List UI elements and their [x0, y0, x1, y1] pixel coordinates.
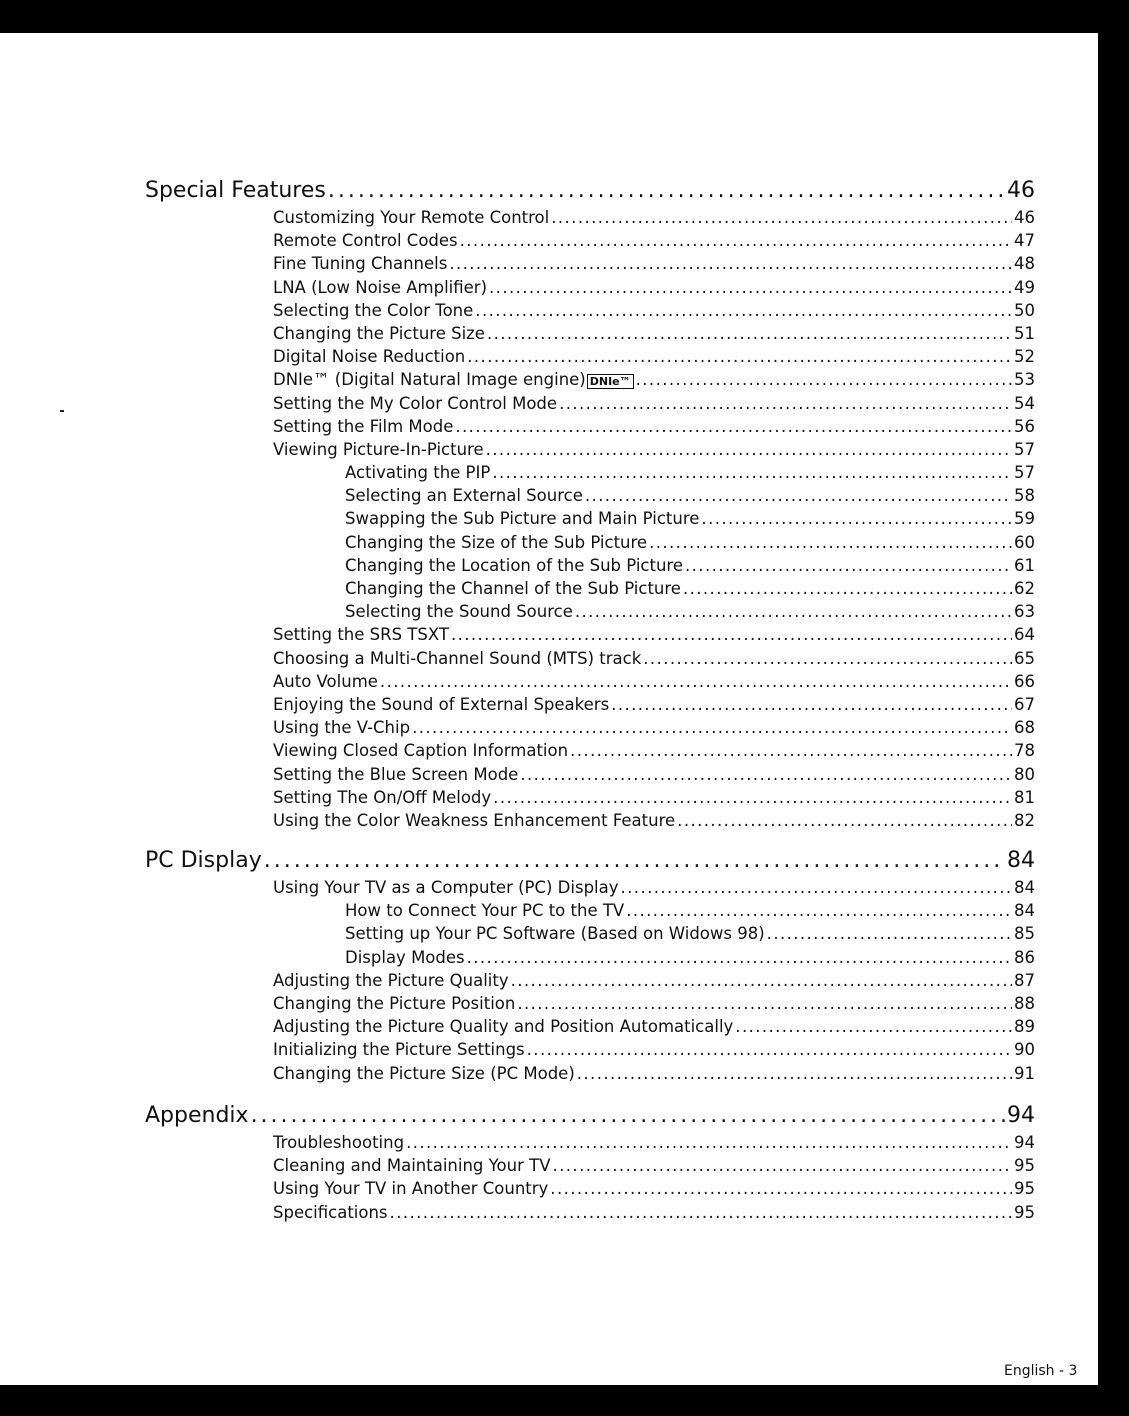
dot-leader	[685, 554, 1012, 577]
entry-page-number: 56	[1014, 416, 1035, 436]
dot-leader	[251, 1101, 1005, 1131]
entry-title: Changing the Size of the Sub Picture	[345, 532, 648, 552]
dot-leader	[577, 1062, 1012, 1085]
entry-page-number: 47	[1014, 231, 1035, 251]
toc-entry[interactable]	[145, 1131, 1035, 1154]
toc-entry[interactable]	[145, 299, 1035, 322]
entry-title: Selecting an External Source	[345, 486, 583, 506]
entry-page-number: 82	[1014, 810, 1035, 830]
entry-page-number: 64	[1014, 625, 1035, 645]
entry-page-number: 62	[1014, 579, 1035, 598]
toc-entry[interactable]	[145, 1062, 1035, 1085]
dot-leader	[643, 647, 1012, 670]
toc-entry[interactable]	[145, 647, 1035, 670]
bottom-border-bar	[0, 1385, 1129, 1416]
dot-leader	[621, 876, 1012, 899]
dot-leader	[455, 415, 1012, 438]
entry-page-number: 85	[1014, 924, 1035, 944]
dot-leader	[264, 846, 1005, 876]
entry-title: Enjoying the Sound of External Speakers	[273, 694, 610, 714]
entry-page-number: 61	[1014, 555, 1035, 575]
entry-page-number: 54	[1014, 393, 1035, 413]
entry-title: Changing the Picture Size	[273, 323, 485, 343]
entry-title: Remote Control Codes	[273, 231, 458, 251]
entry-page-number: 90	[1014, 1040, 1035, 1060]
toc-entry[interactable]	[145, 600, 1035, 623]
entry-page-number: 63	[1014, 602, 1035, 622]
dot-leader	[412, 716, 1012, 739]
entry-page-number: 89	[1014, 1017, 1035, 1037]
toc-entry[interactable]	[145, 368, 1035, 391]
entry-title: Digital Noise Reduction	[273, 347, 466, 367]
dot-leader	[467, 946, 1012, 969]
dot-leader	[559, 392, 1012, 415]
toc-entry[interactable]	[145, 484, 1035, 507]
entry-page-number: 84	[1014, 878, 1035, 897]
entry-page-number: 46	[1014, 208, 1035, 227]
dot-leader	[451, 623, 1012, 646]
section-heading[interactable]	[145, 176, 1035, 206]
toc-entry[interactable]	[145, 969, 1035, 992]
entry-page-number: 50	[1014, 300, 1035, 320]
section-heading[interactable]	[145, 846, 1035, 876]
dot-leader	[701, 507, 1012, 530]
toc-section	[145, 846, 1035, 1085]
dot-leader	[380, 670, 1012, 693]
dot-leader	[551, 206, 1012, 229]
entry-title: Auto Volume	[273, 671, 378, 691]
toc-entry[interactable]	[145, 946, 1035, 969]
entry-title: Activating the PIP	[345, 463, 491, 483]
toc-entry[interactable]	[145, 716, 1035, 739]
dot-leader	[636, 368, 1012, 391]
entry-page-number: 78	[1014, 741, 1035, 761]
dot-leader	[677, 809, 1012, 832]
entry-title: Swapping the Sub Picture and Main Picture	[345, 509, 700, 529]
section-heading[interactable]	[145, 1101, 1035, 1131]
entry-page-number: 86	[1014, 947, 1035, 967]
entry-page-number: 95	[1014, 1202, 1035, 1222]
entry-title: Display Modes	[345, 947, 465, 967]
dot-leader	[527, 1038, 1012, 1061]
entry-title: Choosing a Multi-Channel Sound (MTS) track	[273, 648, 642, 668]
dot-leader	[492, 461, 1012, 484]
section-page-number: 94	[1007, 1103, 1035, 1128]
entry-title: Using Your TV in Another Country	[273, 1179, 549, 1199]
entry-title: Using Your TV as a Computer (PC) Display	[273, 878, 619, 897]
dot-leader	[486, 438, 1012, 461]
toc-entry[interactable]	[145, 763, 1035, 786]
dot-leader	[649, 531, 1012, 554]
toc-entry[interactable]	[145, 992, 1035, 1015]
toc-entry[interactable]	[145, 1038, 1035, 1061]
scan-mark	[60, 410, 64, 412]
dot-leader	[511, 969, 1012, 992]
entry-title: Using the Color Weakness Enhancement Feature	[273, 810, 676, 830]
entry-title: Changing the Picture Size (PC Mode)	[273, 1063, 575, 1083]
entry-title: Cleaning and Maintaining Your TV	[273, 1156, 551, 1176]
toc-entry[interactable]	[145, 507, 1035, 530]
entry-title: How to Connect Your PC to the TV	[345, 901, 625, 921]
entry-title: Selecting the Color Tone	[273, 300, 474, 320]
entry-page-number: 67	[1014, 694, 1035, 714]
toc-entry[interactable]	[145, 252, 1035, 275]
toc-entry[interactable]	[145, 461, 1035, 484]
dot-leader	[406, 1131, 1012, 1154]
entry-title: Troubleshooting	[273, 1133, 405, 1152]
toc-entry[interactable]	[145, 415, 1035, 438]
toc-entry[interactable]	[145, 1177, 1035, 1200]
entry-title: Initializing the Picture Settings	[273, 1040, 525, 1060]
entry-page-number: 95	[1014, 1179, 1035, 1199]
dot-leader	[390, 1201, 1012, 1224]
toc-entry[interactable]	[145, 554, 1035, 577]
toc-entry[interactable]	[145, 876, 1035, 899]
dot-leader	[460, 229, 1012, 252]
dot-leader	[493, 786, 1012, 809]
entry-title: Changing the Location of the Sub Picture	[345, 555, 684, 575]
toc-entry[interactable]	[145, 1015, 1035, 1038]
dot-leader	[467, 345, 1012, 368]
section-page-number: 46	[1007, 178, 1035, 203]
entry-page-number: 84	[1014, 901, 1035, 921]
dot-leader	[475, 299, 1012, 322]
toc-section	[145, 1101, 1035, 1224]
toc-entry[interactable]	[145, 206, 1035, 229]
toc-entry[interactable]	[145, 438, 1035, 461]
entry-page-number: 94	[1014, 1133, 1035, 1152]
entry-page-number: 68	[1014, 718, 1035, 738]
entry-page-number: 87	[1014, 970, 1035, 990]
toc-entry[interactable]	[145, 229, 1035, 252]
toc-entry[interactable]	[145, 392, 1035, 415]
entry-page-number: 57	[1014, 439, 1035, 459]
entry-title: Using the V-Chip	[273, 718, 411, 738]
entry-title: Setting the SRS TSXT	[273, 625, 449, 645]
entry-page-number: 95	[1014, 1156, 1035, 1176]
toc-entry[interactable]	[145, 623, 1035, 646]
toc-entry[interactable]	[145, 345, 1035, 368]
toc-entry[interactable]	[145, 1201, 1035, 1224]
toc-entry[interactable]	[145, 1154, 1035, 1177]
page-footer: English - 3	[1004, 1363, 1078, 1379]
entry-title: Customizing Your Remote Control	[273, 208, 550, 227]
entry-title: Viewing Picture-In-Picture	[273, 439, 484, 459]
entry-title: Adjusting the Picture Quality and Position Automatically	[273, 1017, 734, 1037]
entry-title: Viewing Closed Caption Information	[273, 741, 569, 761]
toc-entry[interactable]	[145, 899, 1035, 922]
entry-title: Changing the Picture Position	[273, 993, 516, 1013]
entry-title: Setting the My Color Control Mode	[273, 393, 558, 413]
dnie-logo-icon: DNIe™	[587, 374, 634, 389]
entry-page-number: 60	[1014, 532, 1035, 552]
toc-entry[interactable]	[145, 809, 1035, 832]
dot-leader	[570, 739, 1012, 762]
toc-entry[interactable]	[145, 739, 1035, 762]
section-page-number: 84	[1007, 848, 1035, 873]
entry-title: Setting up Your PC Software (Based on Widows 98)	[345, 924, 765, 944]
entry-title: Adjusting the Picture Quality	[273, 970, 509, 990]
entry-page-number: 88	[1014, 993, 1035, 1013]
dot-leader	[487, 322, 1012, 345]
dot-leader	[552, 1154, 1012, 1177]
entry-page-number: 48	[1014, 254, 1035, 274]
entry-page-number: 80	[1014, 764, 1035, 784]
entry-title: Fine Tuning Channels	[273, 254, 448, 274]
right-border-bar	[1098, 0, 1129, 1416]
entry-title: Setting the Blue Screen Mode	[273, 764, 519, 784]
dot-leader	[489, 276, 1012, 299]
entry-page-number: 51	[1014, 323, 1035, 343]
dot-leader	[520, 763, 1012, 786]
toc-entry[interactable]	[145, 577, 1035, 600]
toc-entry[interactable]	[145, 531, 1035, 554]
dot-leader	[449, 252, 1012, 275]
dot-leader	[767, 922, 1012, 945]
dot-leader	[575, 600, 1012, 623]
dot-leader	[735, 1015, 1012, 1038]
entry-page-number: 81	[1014, 787, 1035, 807]
entry-title: LNA (Low Noise Amplifier)	[273, 277, 488, 297]
entry-page-number: 65	[1014, 648, 1035, 668]
section-title: Appendix	[145, 1103, 249, 1128]
entry-title: Changing the Channel of the Sub Picture	[345, 579, 681, 598]
section-title: Special Features	[145, 178, 326, 203]
dot-leader	[585, 484, 1012, 507]
entry-title: Selecting the Sound Source	[345, 602, 573, 622]
entry-page-number: 52	[1014, 347, 1035, 367]
entry-page-number: 49	[1014, 277, 1035, 297]
entry-page-number: 53	[1014, 370, 1035, 390]
top-border-bar	[0, 0, 1129, 33]
dot-leader	[683, 577, 1012, 600]
entry-page-number: 59	[1014, 509, 1035, 529]
toc-entry[interactable]	[145, 276, 1035, 299]
entry-page-number: 57	[1014, 463, 1035, 483]
toc-entry[interactable]	[145, 693, 1035, 716]
entry-page-number: 91	[1014, 1063, 1035, 1083]
toc-entry[interactable]	[145, 922, 1035, 945]
entry-title: Setting the Film Mode	[273, 416, 454, 436]
entry-page-number: 58	[1014, 486, 1035, 506]
dot-leader	[626, 899, 1012, 922]
entry-title: Specifications	[273, 1202, 388, 1222]
entry-title: Setting The On/Off Melody	[273, 787, 492, 807]
dot-leader	[611, 693, 1012, 716]
entry-page-number: 66	[1014, 671, 1035, 691]
dot-leader	[328, 176, 1005, 206]
toc-entry[interactable]	[145, 322, 1035, 345]
toc-entry[interactable]	[145, 786, 1035, 809]
toc-section	[145, 176, 1035, 832]
dot-leader	[550, 1177, 1012, 1200]
section-title: PC Display	[145, 848, 262, 873]
dot-leader	[517, 992, 1012, 1015]
toc-entry[interactable]	[145, 670, 1035, 693]
entry-title: DNIe™ (Digital Natural Image engine)	[273, 370, 586, 390]
